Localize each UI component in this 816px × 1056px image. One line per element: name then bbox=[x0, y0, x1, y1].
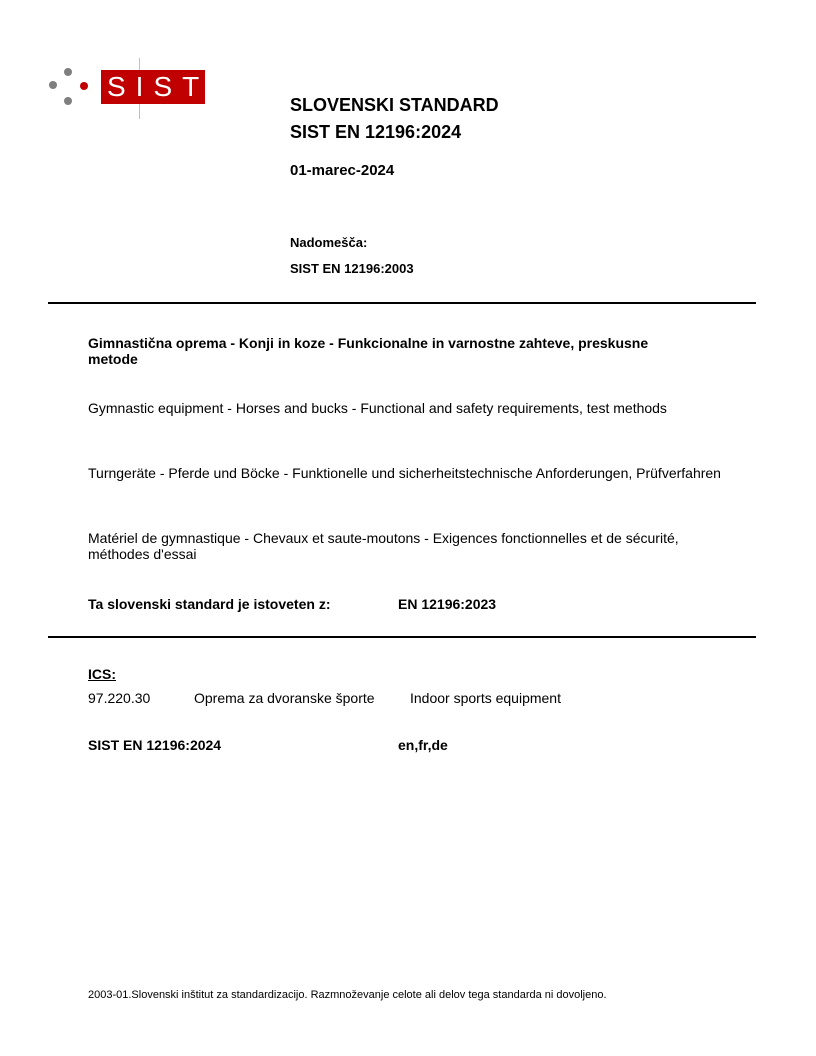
divider-bottom bbox=[48, 636, 756, 638]
standard-id: SIST EN 12196:2024 bbox=[290, 122, 462, 142]
logo-wordmark: SIST bbox=[101, 70, 205, 104]
logo-dot-icon bbox=[49, 81, 57, 89]
publication-date: 01-marec-2024 bbox=[290, 162, 395, 179]
logo-dot-icon bbox=[64, 68, 72, 76]
identical-value: EN 12196:2023 bbox=[398, 596, 497, 612]
supersedes-label: Nadomešča: bbox=[290, 235, 368, 250]
ics-label: ICS: bbox=[88, 666, 116, 682]
summary-id: SIST EN 12196:2024 bbox=[88, 737, 222, 753]
identical-label: Ta slovenski standard je istoveten z: bbox=[88, 596, 331, 612]
ics-desc-slovenian: Oprema za dvoranske športe bbox=[194, 690, 375, 706]
title-german: Turngeräte - Pferde und Böcke - Funktionelle und sicherheitstechnische Anforderungen, Prüfverfahren bbox=[88, 465, 721, 481]
divider-top bbox=[48, 302, 756, 304]
title-french: Matériel de gymnastique - Chevaux et saute-moutons - Exigences fonctionnelles et de sécurité, méthodes d'essai bbox=[88, 530, 679, 562]
ics-code: 97.220.30 bbox=[88, 690, 151, 706]
summary-languages: en,fr,de bbox=[398, 737, 448, 753]
title-slovenian: Gimnastična oprema - Konji in koze - Funkcionalne in varnostne zahteve, preskusne metode bbox=[88, 335, 649, 367]
logo-dot-icon bbox=[64, 97, 72, 105]
supersedes-id: SIST EN 12196:2003 bbox=[290, 261, 414, 276]
logo-dot-red-icon bbox=[80, 82, 88, 90]
title-english: Gymnastic equipment - Horses and bucks - Functional and safety requirements, test methods bbox=[88, 400, 667, 416]
copyright-footer: 2003-01.Slovenski inštitut za standardizacijo. Razmnoževanje celote ali delov tega standarda ni dovoljeno. bbox=[88, 989, 607, 1001]
standard-type: SLOVENSKI STANDARD bbox=[290, 95, 499, 115]
ics-desc-english: Indoor sports equipment bbox=[410, 690, 561, 706]
